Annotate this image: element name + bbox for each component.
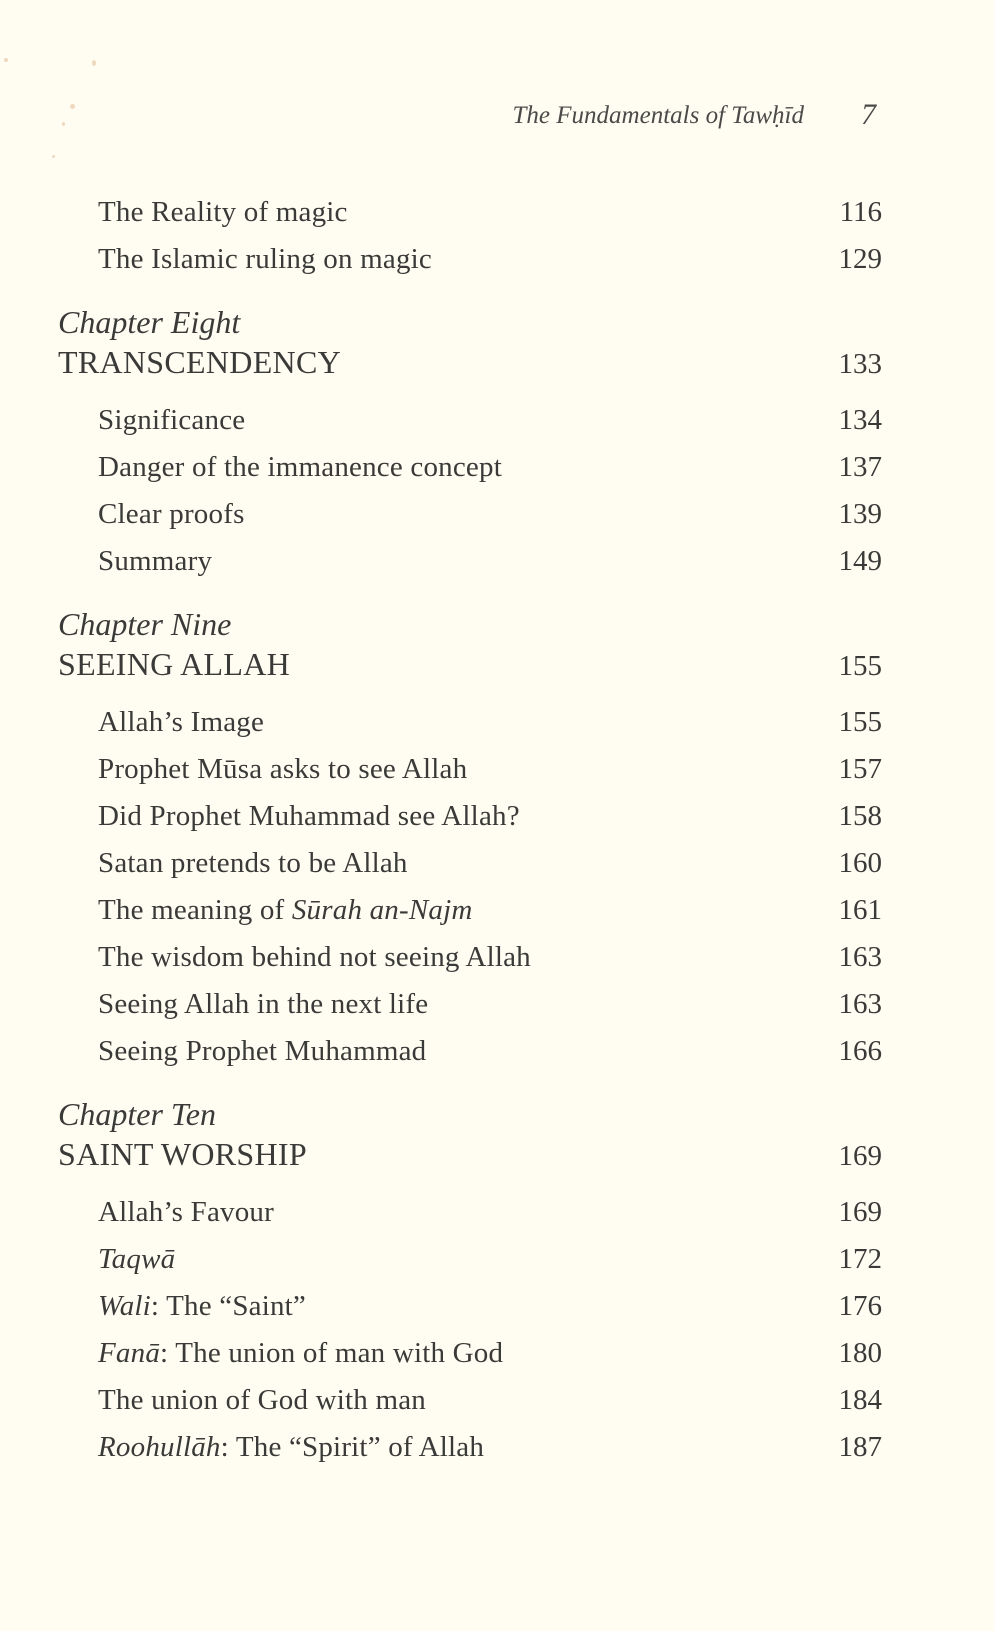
toc-entry-page: 169: [838, 1196, 882, 1228]
toc-entry: [0, 237, 994, 284]
toc-entry: [0, 1331, 994, 1378]
toc-entry-page: 187: [838, 1431, 882, 1463]
toc-entry-title: [98, 404, 245, 437]
paper-speck: [92, 60, 96, 66]
toc-entry-text-part: : The “Spirit” of Allah: [220, 1431, 485, 1463]
toc-entry-title: [98, 753, 467, 786]
toc-entry-page: 157: [838, 753, 882, 785]
toc-entry-title: [98, 1035, 426, 1068]
toc-entry: [0, 445, 994, 492]
chapter-heading-row: [0, 644, 994, 700]
chapter-heading-row: [0, 1134, 994, 1190]
toc-entry: [0, 1029, 994, 1076]
toc-entry-text-part: Allah’s Favour: [98, 1196, 274, 1228]
toc-entry: [0, 982, 994, 1029]
toc-entry-text-part: The union of God with man: [98, 1384, 426, 1416]
chapter-title: SAINT WORSHIP: [58, 1136, 307, 1172]
toc-entry-title: [98, 706, 264, 739]
toc-entry-page: 161: [838, 894, 882, 926]
toc-entry-title: [98, 196, 348, 229]
toc-entry: [0, 1284, 994, 1331]
toc-entry: [0, 935, 994, 982]
toc-entry-page: 134: [838, 404, 882, 436]
toc-entry-page: 149: [838, 545, 882, 577]
toc-entry: [0, 539, 994, 586]
toc-entry-title: [98, 941, 531, 974]
toc-entry: [0, 1237, 994, 1284]
toc-entry-title: [98, 1384, 426, 1417]
toc-entry-title: [98, 1290, 306, 1323]
toc-entry: [0, 1425, 994, 1472]
chapter-number: Chapter Nine: [58, 606, 232, 642]
toc-entry-text-part: The wisdom behind not seeing Allah: [98, 941, 531, 973]
toc-entry-text-part: Summary: [98, 545, 213, 577]
toc-entry-italic-part: Roohullāh: [98, 1431, 221, 1463]
toc-entry-page: 176: [838, 1290, 882, 1322]
toc-entry: [0, 841, 994, 888]
toc-entry-title: [98, 988, 428, 1021]
toc-entry-text-part: Seeing Prophet Muhammad: [98, 1035, 427, 1067]
page-number: 7: [861, 98, 876, 131]
toc-entry-page: 160: [838, 847, 882, 879]
toc-entry-italic-part: Wali: [98, 1290, 151, 1322]
toc-entry-title: [98, 545, 212, 578]
toc-entry-title: [98, 847, 408, 880]
toc-entry-title: [98, 451, 502, 484]
toc-entry-italic-part: Taqwā: [98, 1243, 176, 1275]
toc-entry-title: [98, 894, 473, 927]
toc-entry: [0, 1378, 994, 1425]
paper-speck: [4, 58, 8, 62]
chapter-section: [0, 604, 994, 1076]
chapter-page: 169: [838, 1140, 882, 1172]
table-of-contents: [0, 190, 994, 1472]
toc-entry-page: 158: [838, 800, 882, 832]
toc-entry-text-part: Allah’s Image: [98, 706, 265, 738]
toc-entry-title: [98, 800, 520, 833]
chapter-page: 133: [838, 348, 882, 380]
toc-entry-page: 172: [838, 1243, 882, 1275]
toc-entry-page: 163: [838, 988, 882, 1020]
toc-entry-text-part: Did Prophet Muhammad see Allah?: [98, 800, 520, 832]
toc-entry-page: 137: [838, 451, 882, 483]
chapter-title: SEEING ALLAH: [58, 646, 291, 682]
chapter-number: Chapter Ten: [58, 1096, 216, 1132]
chapter-number: Chapter Eight: [58, 304, 241, 340]
toc-entry-italic-part: Fanā: [98, 1337, 161, 1369]
toc-entry: [0, 398, 994, 445]
toc-entry-page: 180: [838, 1337, 882, 1369]
toc-entry-text-part: Satan pretends to be Allah: [98, 847, 408, 879]
toc-entry-text-part: Seeing Allah in the next life: [98, 988, 429, 1020]
chapter-page: 155: [838, 650, 882, 682]
toc-entry: [0, 888, 994, 935]
toc-entry-page: 155: [838, 706, 882, 738]
toc-entry-title: [98, 1196, 274, 1229]
toc-entry-text-part: The Reality of magic: [98, 196, 348, 228]
toc-entry-title: [98, 1243, 175, 1276]
toc-entry-text-part: : The union of man with God: [160, 1337, 504, 1369]
toc-entry: [0, 700, 994, 747]
toc-entry: [0, 190, 994, 237]
toc-entry: [0, 747, 994, 794]
toc-entry-page: 184: [838, 1384, 882, 1416]
toc-entry-text-part: : The “Saint”: [150, 1290, 306, 1322]
toc-entry-page: 166: [838, 1035, 882, 1067]
toc-entry-italic-part: Sūrah an-Najm: [291, 894, 473, 926]
toc-entry-title: [98, 498, 245, 531]
toc-entry-page: 139: [838, 498, 882, 530]
toc-entry: [0, 1190, 994, 1237]
toc-entry-title: [98, 1337, 503, 1370]
chapter-title: TRANSCENDENCY: [58, 344, 342, 380]
chapter-heading-row: [0, 342, 994, 398]
toc-entry-text-part: The Islamic ruling on magic: [98, 243, 432, 275]
toc-entry: [0, 794, 994, 841]
chapter-section: [0, 1094, 994, 1472]
book-title: The Fundamentals of Tawḥīd: [512, 102, 804, 129]
toc-entry-text-part: The meaning of: [98, 894, 292, 926]
toc-entry-page: 116: [839, 196, 882, 228]
running-head: [0, 98, 994, 138]
toc-entry-text-part: Significance: [98, 404, 246, 436]
toc-entry-page: 129: [838, 243, 882, 275]
chapter-section: [0, 302, 994, 586]
toc-entry-text-part: Clear proofs: [98, 498, 245, 530]
toc-entry-text-part: Prophet Mūsa asks to see Allah: [98, 753, 468, 785]
paper-speck: [52, 155, 55, 158]
toc-entry-text-part: Danger of the immanence concept: [98, 451, 502, 483]
toc-entry-title: [98, 1431, 484, 1464]
toc-entry-page: 163: [838, 941, 882, 973]
toc-entry: [0, 492, 994, 539]
toc-entry-title: [98, 243, 432, 276]
